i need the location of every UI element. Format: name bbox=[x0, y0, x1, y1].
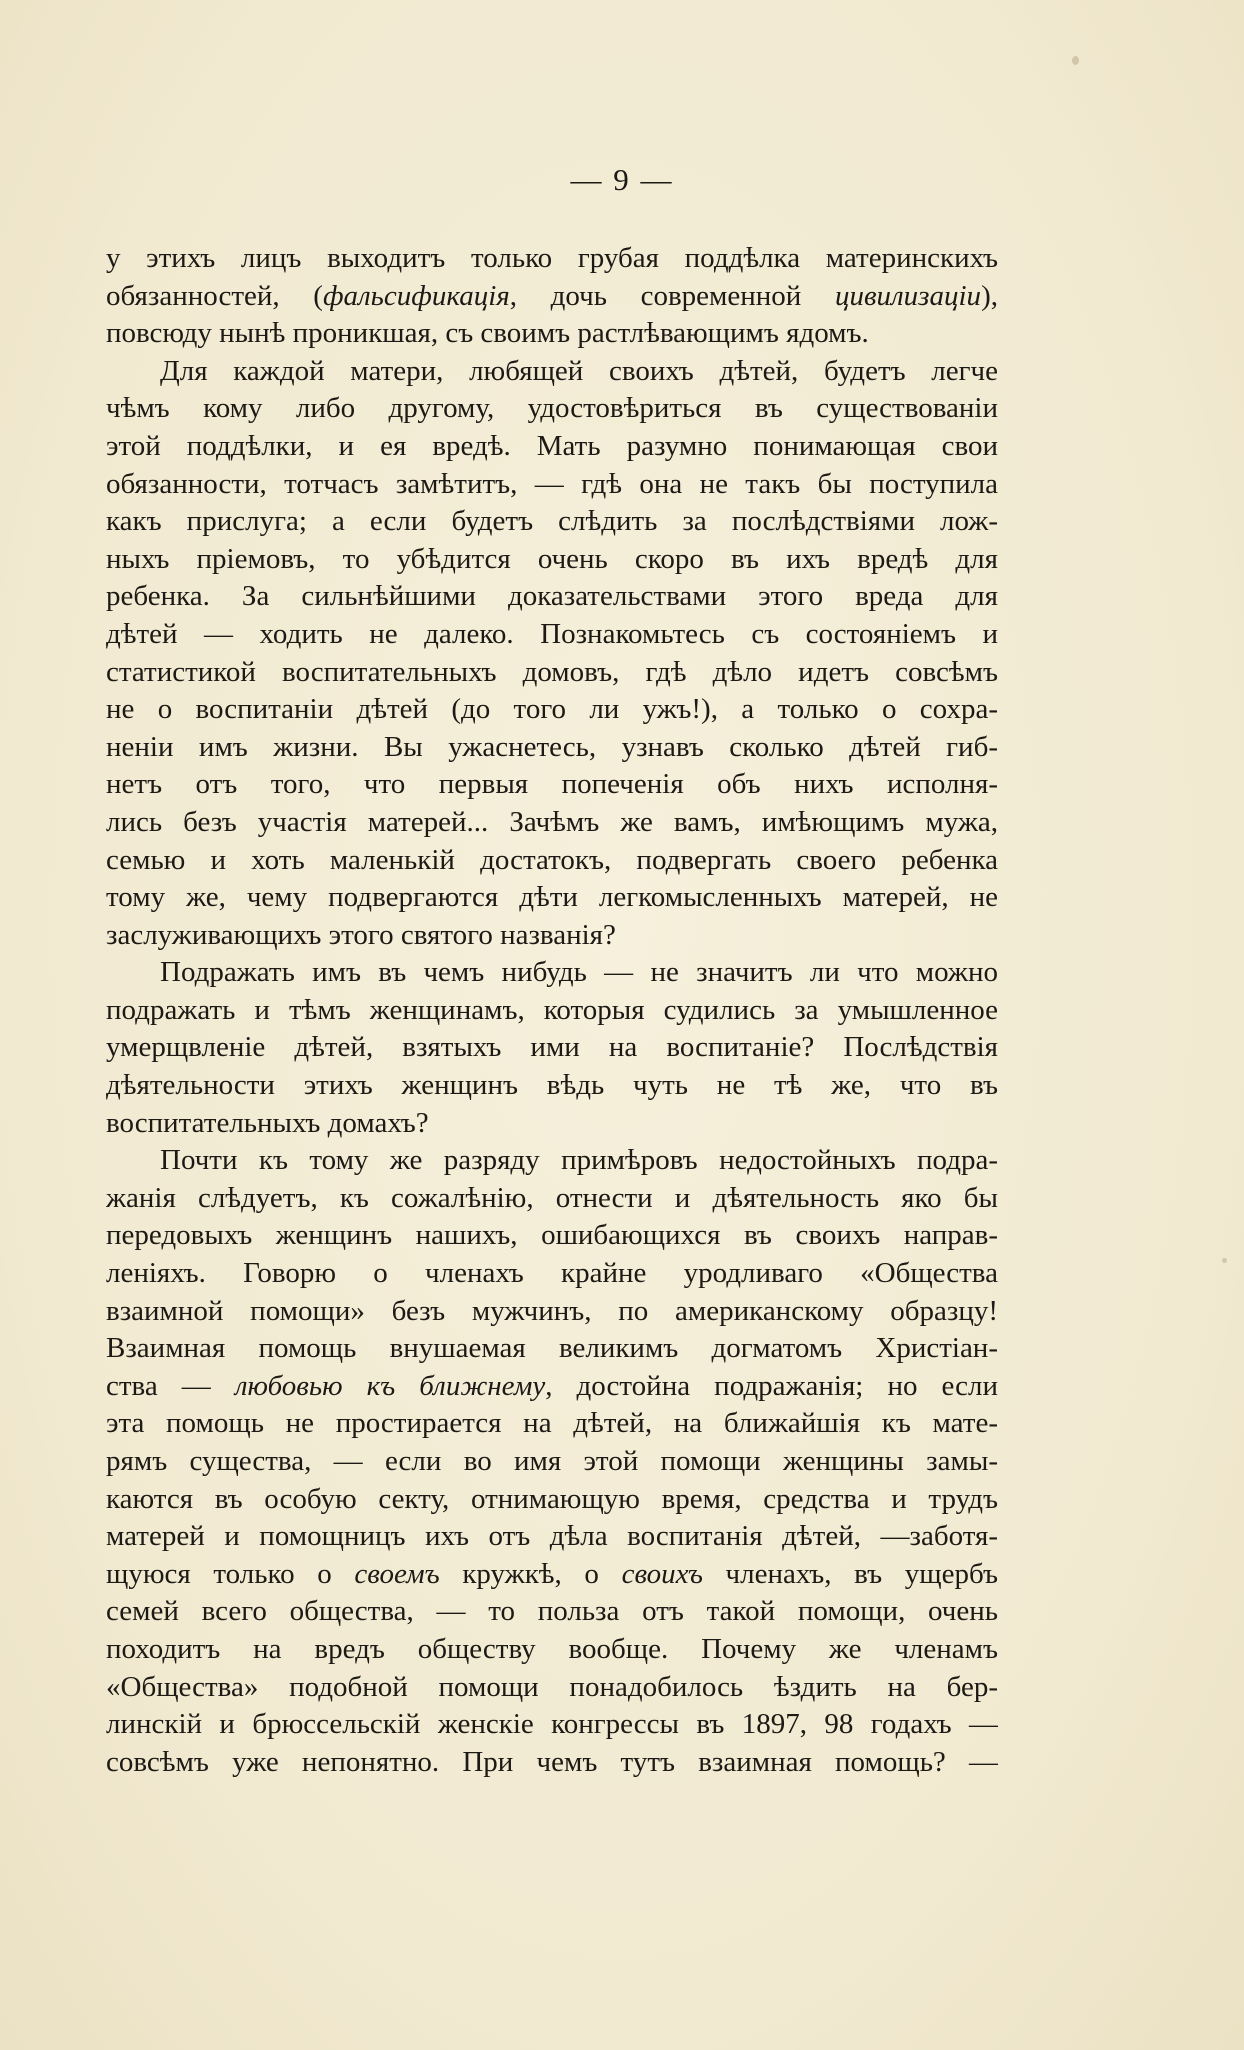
text-segment: леніяхъ. Говорю о членахъ крайне уродливаго «Общества bbox=[106, 1257, 998, 1290]
text-line bbox=[106, 1744, 998, 1782]
text-segment: Подражать имъ въ чемъ нибудь — не значитъ ли что можно bbox=[160, 956, 998, 989]
text-line bbox=[106, 1330, 998, 1368]
text-line bbox=[106, 1255, 998, 1293]
text-line bbox=[106, 616, 998, 654]
text-segment: членахъ, въ ущербъ bbox=[702, 1557, 998, 1590]
text-line bbox=[106, 917, 998, 955]
text-segment: матерей и помощницъ ихъ отъ дѣла воспитанія дѣтей, —заботя- bbox=[106, 1520, 998, 1553]
text-segment: неніи имъ жизни. Вы ужаснетесь, узнавъ сколько дѣтей гиб- bbox=[106, 730, 998, 763]
text-segment: ства — bbox=[106, 1369, 235, 1402]
text-segment: заслуживающихъ этого святого названія? bbox=[106, 918, 616, 951]
italic-text: своихъ bbox=[621, 1557, 703, 1590]
text-segment: кружкѣ, о bbox=[439, 1557, 622, 1590]
text-segment: дѣтей — ходить не далеко. Познакомьтесь съ состояніемъ и bbox=[106, 617, 998, 650]
text-segment: эта помощь не простирается на дѣтей, на ближайшія къ мате- bbox=[106, 1407, 998, 1440]
text-line bbox=[106, 1593, 998, 1631]
text-line bbox=[106, 353, 998, 391]
text-segment: Почти къ тому же разряду примѣровъ недостойныхъ подра- bbox=[160, 1144, 998, 1177]
text-segment: совсѣмъ уже непонятно. При чемъ тутъ взаимная помощь? — bbox=[106, 1745, 998, 1778]
text-segment: обязанности, тотчасъ замѣтитъ, — гдѣ она не такъ бы поступила bbox=[106, 467, 998, 500]
text-line bbox=[106, 1368, 998, 1406]
text-segment: Взаимная помощь внушаемая великимъ догматомъ Христіан- bbox=[106, 1332, 998, 1365]
text-line bbox=[106, 804, 998, 842]
text-line bbox=[106, 1180, 998, 1218]
page-number: — 9 — bbox=[570, 162, 674, 197]
text-segment: передовыхъ женщинъ нашихъ, ошибающихся въ своихъ направ- bbox=[106, 1219, 998, 1252]
text-line bbox=[106, 691, 998, 729]
text-segment: этой поддѣлки, и ея вредѣ. Мать разумно понимающая свои bbox=[106, 429, 998, 462]
text-line bbox=[106, 278, 998, 316]
text-line bbox=[106, 315, 998, 353]
text-segment: семей всего общества, — то польза отъ такой помощи, очень bbox=[106, 1595, 998, 1628]
text-line bbox=[106, 1105, 998, 1143]
text-line bbox=[106, 1556, 998, 1594]
text-line bbox=[106, 992, 998, 1030]
text-segment: нетъ отъ того, что первыя попеченія объ нихъ исполня- bbox=[106, 768, 998, 801]
text-segment: Для каждой матери, любящей своихъ дѣтей, будетъ легче bbox=[160, 354, 998, 387]
text-line bbox=[106, 1631, 998, 1669]
text-segment: какъ прислуга; а если будетъ слѣдить за послѣдствіями лож- bbox=[106, 505, 998, 538]
text-segment: каются въ особую секту, отнимающую время, средства и трудъ bbox=[106, 1482, 998, 1515]
text-line bbox=[106, 503, 998, 541]
text-segment: семью и хоть маленькій достатокъ, подвергать своего ребенка bbox=[106, 843, 998, 876]
text-line bbox=[106, 1706, 998, 1744]
text-line bbox=[106, 1029, 998, 1067]
text-line bbox=[106, 766, 998, 804]
text-segment: лись безъ участія матерей... Зачѣмъ же вамъ, имѣющимъ мужа, bbox=[106, 805, 998, 838]
text-line bbox=[106, 1518, 998, 1556]
text-line bbox=[106, 954, 998, 992]
text-segment: чѣмъ кому либо другому, удостовѣриться въ существованіи bbox=[106, 392, 998, 425]
text-line bbox=[106, 466, 998, 504]
text-segment: статистикой воспитательныхъ домовъ, гдѣ дѣло идетъ совсѣмъ bbox=[106, 655, 998, 688]
text-line bbox=[106, 1481, 998, 1519]
text-line bbox=[106, 541, 998, 579]
text-segment: обязанностей, ( bbox=[106, 279, 323, 312]
text-line bbox=[106, 729, 998, 767]
italic-text: фальсификація bbox=[322, 279, 510, 312]
text-segment: линскій и брюссельскій женскіе конгрессы въ 1897, 98 годахъ — bbox=[106, 1708, 998, 1741]
text-segment: жанія слѣдуетъ, къ сожалѣнію, отнести и дѣятельность яко бы bbox=[106, 1181, 998, 1214]
text-segment: щуюся только о bbox=[106, 1557, 355, 1590]
text-segment: «Общества» подобной помощи понадобилось ѣздить на бер- bbox=[106, 1670, 998, 1703]
text-line bbox=[106, 1067, 998, 1105]
text-line bbox=[106, 390, 998, 428]
italic-text: своемъ bbox=[354, 1557, 440, 1590]
text-segment: воспитательныхъ домахъ? bbox=[106, 1106, 429, 1139]
paper-speck bbox=[1072, 56, 1079, 65]
text-segment: походитъ на вредъ обществу вообще. Почему же членамъ bbox=[106, 1632, 998, 1665]
body-text bbox=[106, 240, 998, 1781]
text-line bbox=[106, 1142, 998, 1180]
italic-text: любовью къ ближнему bbox=[234, 1369, 546, 1402]
text-line bbox=[106, 578, 998, 616]
text-segment: не о воспитаніи дѣтей (до того ли ужъ!), а только о сохра- bbox=[106, 693, 998, 726]
text-line bbox=[106, 1669, 998, 1707]
text-segment: у этихъ лицъ выходитъ только грубая поддѣлка материнскихъ bbox=[106, 242, 998, 274]
text-segment: , достойна подражанія; но если bbox=[545, 1369, 998, 1402]
text-line bbox=[106, 1443, 998, 1481]
text-line bbox=[106, 654, 998, 692]
text-segment: повсюду нынѣ проникшая, съ своимъ растлѣвающимъ ядомъ. bbox=[106, 317, 869, 350]
text-line bbox=[106, 428, 998, 466]
text-segment: рямъ существа, — если во имя этой помощи женщины замы- bbox=[106, 1445, 998, 1477]
text-segment: ребенка. За сильнѣйшими доказательствами этого вреда для bbox=[106, 580, 998, 613]
text-line bbox=[106, 1293, 998, 1331]
text-segment: дѣятельности этихъ женщинъ вѣдь чуть не тѣ же, что въ bbox=[106, 1069, 998, 1102]
paper-speck bbox=[1222, 1258, 1227, 1263]
text-line bbox=[106, 240, 998, 278]
text-line bbox=[106, 1405, 998, 1443]
text-segment: ныхъ пріемовъ, то убѣдится очень скоро въ ихъ вредѣ для bbox=[106, 542, 998, 575]
text-line bbox=[106, 879, 998, 917]
text-segment: ), bbox=[981, 279, 998, 312]
text-segment: тому же, чему подвергаются дѣти легкомысленныхъ матерей, не bbox=[106, 881, 998, 914]
text-segment: умерщвленіе дѣтей, взятыхъ ими на воспитаніе? Послѣдствія bbox=[106, 1031, 998, 1064]
text-line bbox=[106, 1217, 998, 1255]
text-segment: подражать и тѣмъ женщинамъ, которыя судились за умышленное bbox=[106, 993, 998, 1026]
text-segment: , дочь современной bbox=[509, 279, 835, 312]
text-line bbox=[106, 842, 998, 880]
italic-text: цивилизаціи bbox=[834, 279, 982, 312]
text-segment: взаимной помощи» безъ мужчинъ, по американскому образцу! bbox=[106, 1294, 998, 1327]
